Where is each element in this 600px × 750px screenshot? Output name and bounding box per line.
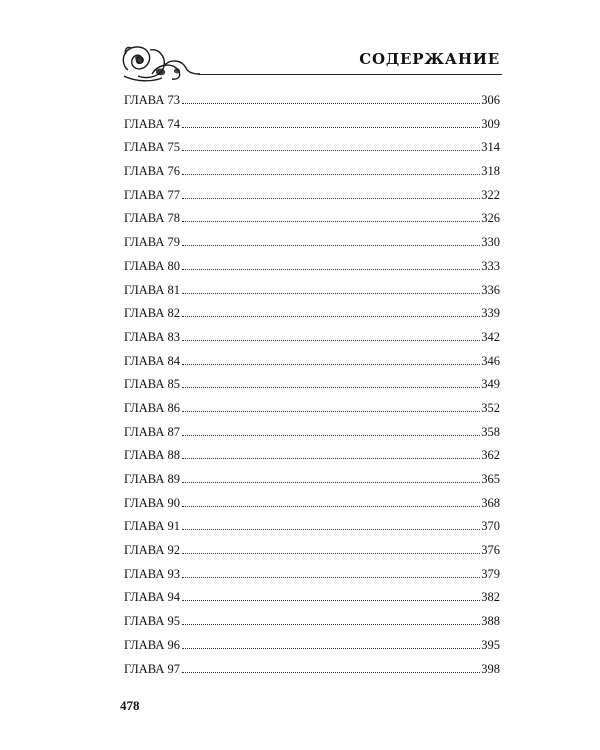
chapter-page-number: 379 bbox=[481, 566, 500, 581]
toc-entry bbox=[124, 354, 500, 378]
chapter-label: ГЛАВА 84 bbox=[124, 353, 180, 368]
toc-entry bbox=[124, 638, 500, 662]
toc-entry bbox=[124, 306, 500, 330]
chapter-label: ГЛАВА 89 bbox=[124, 472, 180, 486]
dot-leader bbox=[182, 102, 480, 104]
chapter-label: ГЛАВА 90 bbox=[124, 495, 180, 510]
dot-leader bbox=[182, 244, 480, 246]
dot-leader bbox=[182, 671, 480, 673]
chapter-label: ГЛАВА 93 bbox=[124, 566, 180, 581]
toc-entry bbox=[124, 140, 500, 164]
dot-leader bbox=[182, 292, 480, 294]
toc-entry bbox=[124, 448, 500, 472]
chapter-page-number: 358 bbox=[481, 424, 500, 439]
chapter-page-number: 398 bbox=[481, 661, 500, 676]
dot-leader bbox=[182, 149, 480, 151]
chapter-label: ГЛАВА 87 bbox=[124, 424, 180, 439]
dot-leader bbox=[182, 197, 480, 199]
chapter-page-number: 314 bbox=[481, 140, 500, 155]
dot-leader bbox=[182, 434, 480, 436]
toc-entry bbox=[124, 567, 500, 591]
dot-leader bbox=[182, 481, 480, 483]
table-of-contents bbox=[124, 93, 500, 685]
toc-entry bbox=[124, 590, 500, 614]
chapter-page-number: 346 bbox=[481, 353, 500, 368]
chapter-label: ГЛАВА 85 bbox=[124, 377, 180, 392]
chapter-label: ГЛАВА 78 bbox=[124, 211, 180, 226]
chapter-label: ГЛАВА 81 bbox=[124, 282, 180, 297]
dot-leader bbox=[182, 528, 480, 530]
toc-entry bbox=[124, 117, 500, 141]
chapter-label: ГЛАВА 76 bbox=[124, 164, 180, 179]
dot-leader bbox=[182, 647, 480, 649]
toc-entry bbox=[124, 425, 500, 449]
dot-leader bbox=[182, 386, 480, 388]
dot-leader bbox=[182, 339, 480, 341]
chapter-page-number: 333 bbox=[481, 258, 500, 273]
toc-entry bbox=[124, 472, 500, 496]
toc-entry bbox=[124, 93, 500, 117]
chapter-label: ГЛАВА 83 bbox=[124, 329, 180, 344]
chapter-label: ГЛАВА 94 bbox=[124, 590, 180, 605]
chapter-page-number: 342 bbox=[481, 329, 500, 344]
header-rule bbox=[198, 74, 502, 75]
chapter-page-number: 395 bbox=[481, 637, 500, 652]
toc-entry bbox=[124, 330, 500, 354]
chapter-label: ГЛАВА 92 bbox=[124, 543, 180, 558]
chapter-page-number: 330 bbox=[481, 235, 500, 250]
dot-leader bbox=[182, 623, 480, 625]
dot-leader bbox=[182, 457, 480, 459]
chapter-label: ГЛАВА 79 bbox=[124, 235, 180, 250]
chapter-label: ГЛАВА 96 bbox=[124, 637, 180, 652]
chapter-label: ГЛАВА 75 bbox=[124, 140, 180, 155]
chapter-page-number: 309 bbox=[481, 116, 500, 131]
chapter-label: ГЛАВА 97 bbox=[124, 661, 180, 676]
toc-entry bbox=[124, 401, 500, 425]
toc-entry bbox=[124, 614, 500, 638]
toc-entry bbox=[124, 377, 500, 401]
chapter-label: ГЛАВА 82 bbox=[124, 306, 180, 321]
chapter-page-number: 322 bbox=[481, 187, 500, 202]
toc-entry bbox=[124, 259, 500, 283]
chapter-label: ГЛАВА 77 bbox=[124, 187, 180, 202]
dot-leader bbox=[182, 505, 480, 507]
toc-entry bbox=[124, 519, 500, 543]
dot-leader bbox=[182, 315, 480, 317]
chapter-page-number: 349 bbox=[481, 377, 500, 392]
toc-entry bbox=[124, 662, 500, 686]
chapter-page-number: 370 bbox=[481, 519, 500, 534]
dot-leader bbox=[182, 599, 480, 601]
dot-leader bbox=[182, 220, 480, 222]
chapter-page-number: 362 bbox=[481, 448, 500, 463]
toc-entry bbox=[124, 188, 500, 212]
toc-entry bbox=[124, 164, 500, 188]
page-header bbox=[118, 40, 502, 84]
chapter-label: ГЛАВА 88 bbox=[124, 448, 180, 463]
chapter-page-number: 352 bbox=[481, 400, 500, 415]
page-title: СОДЕРЖАНИЕ bbox=[359, 50, 500, 68]
chapter-page-number: 326 bbox=[481, 211, 500, 226]
chapter-label: ГЛАВА 74 bbox=[124, 116, 180, 131]
page-number: 478 bbox=[120, 698, 140, 713]
celtic-knot-ornament-icon bbox=[118, 40, 202, 84]
dot-leader bbox=[182, 268, 480, 270]
dot-leader bbox=[182, 576, 480, 578]
toc-entry bbox=[124, 283, 500, 307]
toc-entry bbox=[124, 543, 500, 567]
chapter-page-number: 368 bbox=[481, 495, 500, 510]
chapter-label: ГЛАВА 91 bbox=[124, 519, 180, 534]
chapter-page-number: 376 bbox=[481, 543, 500, 558]
toc-entry bbox=[124, 496, 500, 520]
dot-leader bbox=[182, 363, 480, 365]
dot-leader bbox=[182, 410, 480, 412]
dot-leader bbox=[182, 173, 480, 175]
chapter-page-number: 388 bbox=[481, 614, 500, 629]
dot-leader bbox=[182, 126, 480, 128]
chapter-page-number: 336 bbox=[481, 282, 500, 297]
chapter-page-number: 365 bbox=[481, 472, 500, 486]
chapter-label: ГЛАВА 86 bbox=[124, 400, 180, 415]
dot-leader bbox=[182, 552, 480, 554]
chapter-page-number: 318 bbox=[481, 164, 500, 179]
chapter-label: ГЛАВА 95 bbox=[124, 614, 180, 629]
chapter-label: ГЛАВА 73 bbox=[124, 93, 180, 107]
chapter-page-number: 382 bbox=[481, 590, 500, 605]
toc-entry bbox=[124, 211, 500, 235]
toc-entry bbox=[124, 235, 500, 259]
chapter-page-number: 306 bbox=[481, 93, 500, 107]
chapter-label: ГЛАВА 80 bbox=[124, 258, 180, 273]
chapter-page-number: 339 bbox=[481, 306, 500, 321]
